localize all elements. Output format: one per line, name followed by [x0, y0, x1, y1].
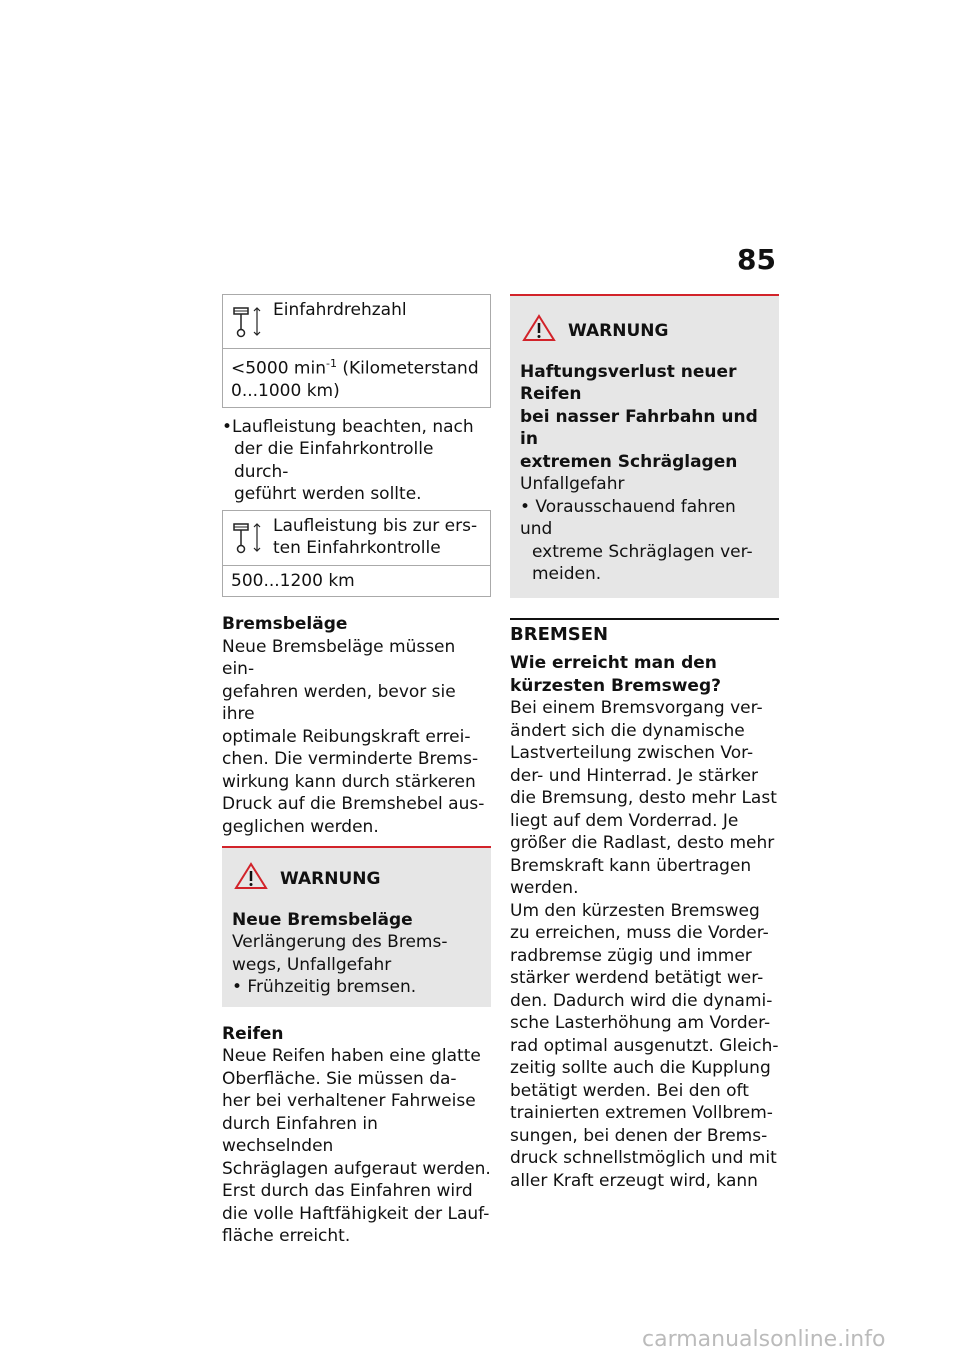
spec-box-einfahrdrehzahl: [222, 294, 491, 408]
section-title-bremsen: BREMSEN: [510, 618, 779, 647]
warning-title: WARNUNG: [568, 321, 669, 341]
paragraph-reifen: Neue Reifen haben eine glatte Oberfläche. Sie müssen da- her bei verhaltener Fahrweise durch Einfahren in wechselnden Schräglagen aufgeraut werden. Erst durch das Einfahren wird die volle Haftfähigkeit der Lauf- fläche erreicht.: [222, 1046, 491, 1247]
heading-bremsbelaege: Bremsbeläge: [222, 614, 348, 635]
warning-triangle-icon: [522, 314, 556, 349]
warning-hazard: Unfallgefahr: [520, 474, 625, 494]
warning-header: [522, 314, 771, 349]
engine-piston-icon: [231, 515, 273, 565]
spec-label: Einfahrdrehzahl: [273, 300, 407, 320]
left-column: [222, 294, 491, 1248]
spec-box-header: [223, 295, 490, 349]
warning-triangle-icon: [234, 862, 268, 897]
heading-reifen: Reifen: [222, 1023, 284, 1044]
bullet-laufleistung: •Laufleistung beachten, nach der die Einfahrkontrolle durch- geführt werden sollte.: [222, 416, 474, 505]
paragraph-bremsbelaege: Neue Bremsbeläge müssen ein- gefahren werden, bevor sie ihre optimale Reibungskraft errei- chen. Die verminderte Brems- wirkung kann durch stärkeren Druck auf die Bremshebel aus- geglichen werden.: [222, 636, 485, 837]
warning-box-haftungsverlust: [510, 294, 779, 598]
warning-title: WARNUNG: [280, 869, 381, 890]
spec-label: Laufleistung bis zur ers- ten Einfahrkontrolle: [273, 515, 478, 559]
heading-question: Wie erreicht man den kürzesten Bremsweg?: [510, 653, 721, 696]
warning-box-bremsbelaege: [222, 846, 491, 1007]
right-column: [510, 294, 779, 1192]
warning-text: Verlängerung des Brems- wegs, Unfallgefahr • Frühzeitig bremsen.: [232, 932, 448, 998]
paragraph-bremsvorgang: Bei einem Bremsvorgang ver- ändert sich die dynamische Lastverteilung zwischen Vor- der- und Hinterrad. Je stärker die Bremsung, desto mehr Last liegt auf dem Vorderrad. Je größer die Radlast, desto mehr Bremskraft kann übertragen werden.: [510, 698, 777, 898]
spec-box-laufleistung: [222, 510, 491, 598]
spec-value: <5000 $\min^{-1}$ (Kilometerstand 0...1000 km): [231, 357, 479, 402]
warning-bullet: • Vorausschauend fahren und extreme Schräglagen ver- meiden.: [520, 496, 753, 584]
warning-header: [234, 862, 483, 897]
paragraph-bremsweg: Um den kürzesten Bremsweg zu erreichen, muss die Vorder- radbremse zügig und immer stärker werdend betätigt wer- den. Dadurch wird die dynami- sche Lasterhöhung am Vorder- rad optimal ausgenutzt. Gleich- zeitig sollte auch die Kupplung betätigt werden. Bei den oft trainierten extremen Vollbrem- sungen, bei denen der Brems- druck schnellstmöglich und mit aller Kraft erzeugt wird, kann: [510, 900, 779, 1191]
warning-subtitle: Haftungsverlust neuer Reifen bei nasser Fahrbahn und in extremen Schräglagen: [520, 361, 758, 472]
spec-value: 500...1200 km: [231, 570, 355, 591]
spec-box-header: [223, 511, 490, 566]
page-number: 85: [737, 243, 776, 276]
engine-piston-icon: [231, 299, 273, 348]
watermark: carmanualsonline.info: [642, 1327, 886, 1352]
warning-subtitle: Neue Bremsbeläge: [232, 909, 413, 930]
